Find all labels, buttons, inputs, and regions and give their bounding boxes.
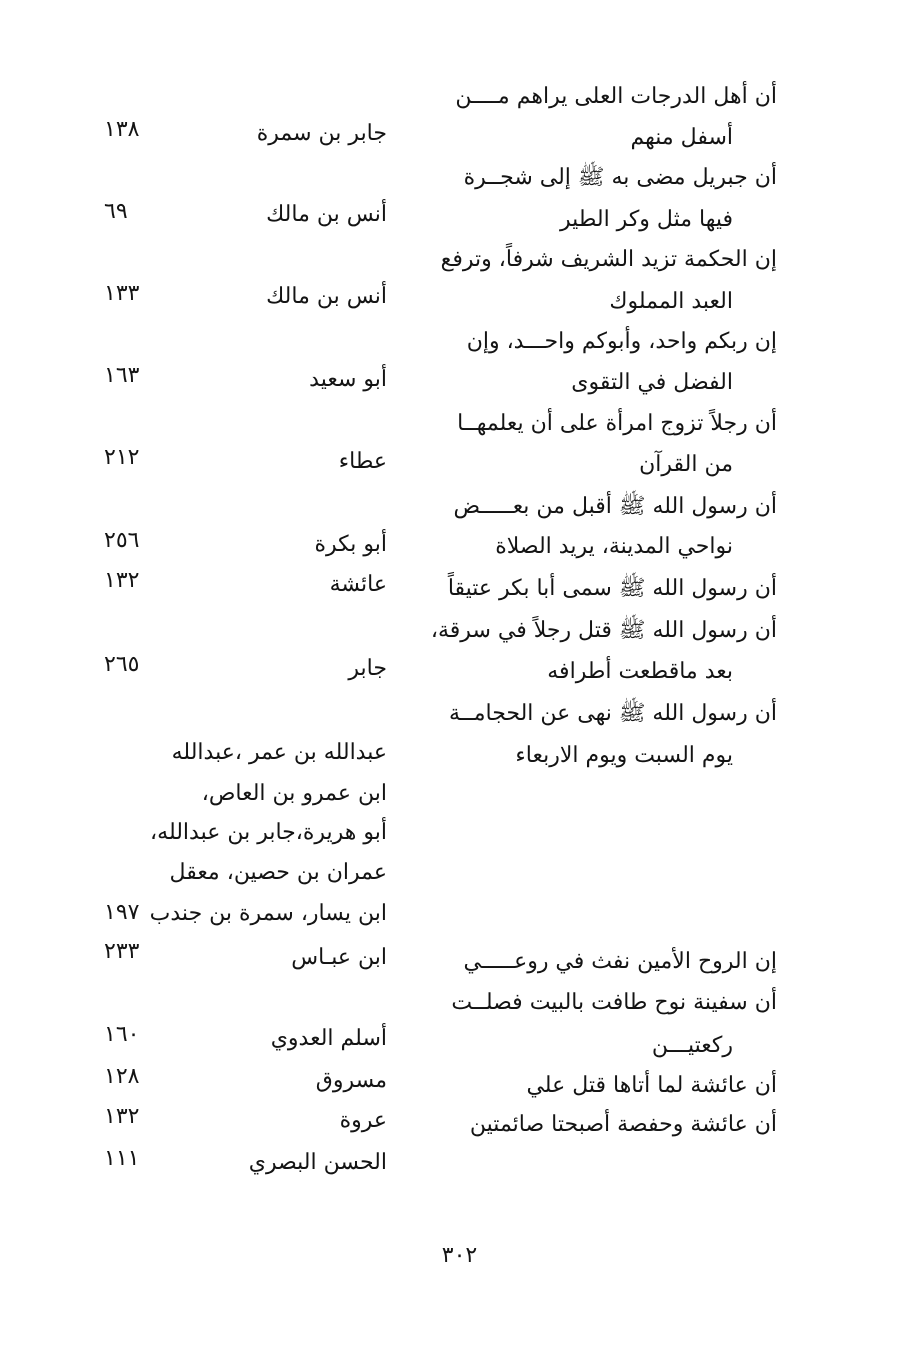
hadith-line: من القرآن (639, 452, 733, 477)
hadith-line: أن رسول الله ﷺ نهى عن الحجامــة (449, 701, 777, 726)
hadith-line: أن رجلاً تزوج امرأة على أن يعلمهــا (457, 411, 777, 436)
page-ref: ٢٦٥ (104, 652, 140, 677)
hadith-line: أن عائشة وحفصة أصبحتا صائمتين (469, 1112, 777, 1137)
hadith-line: الفضل في التقوى (571, 370, 733, 395)
narrator: عطاء (338, 449, 387, 474)
hadith-line: فيها مثل وكر الطير (560, 207, 733, 232)
page-ref: ١١١ (104, 1146, 140, 1171)
narrator-line: عبدالله بن عمر ،عبدالله (171, 740, 387, 765)
narrator-line: عمران بن حصين، معقل (169, 860, 387, 885)
hadith-line: إن الحكمة تزيد الشريف شرفاً، وترفع (440, 247, 777, 272)
hadith-line: ركعتيـــن (651, 1033, 733, 1058)
page-ref: ٢١٢ (104, 445, 140, 470)
narrator: عائشة (329, 572, 387, 597)
hadith-line: أن رسول الله ﷺ قتل رجلاً في سرقة، (430, 618, 777, 643)
hadith-line: أن رسول الله ﷺ سمى أبا بكر عتيقاً (447, 576, 777, 601)
hadith-line: إن الروح الأمين نفث في روعـــــي (463, 949, 777, 974)
hadith-line: أن أهل الدرجات العلى يراهم مــــن (455, 84, 777, 109)
hadith-line: أن جبريل مضى به ﷺ إلى شجــرة (463, 165, 777, 190)
narrator: مسروق (315, 1068, 387, 1093)
hadith-line: إن ربكم واحد، وأبوكم واحـــد، وإن (466, 329, 777, 354)
hadith-line: يوم السبت ويوم الاربعاء (515, 743, 733, 768)
narrator: ابن عبـاس (291, 945, 387, 970)
narrator: أبو سعيد (309, 367, 387, 392)
narrator-line: ابن عمرو بن العاص، (201, 781, 387, 806)
narrator: جابر بن سمرة (256, 121, 387, 146)
narrator: أنس بن مالك (266, 202, 387, 227)
narrator: أسلم العدوي (270, 1026, 387, 1051)
hadith-line: أن سفينة نوح طافت بالبيت فصلــت (451, 990, 777, 1015)
hadith-line: بعد ماقطعت أطرافه (547, 659, 733, 684)
narrator-line: ابن يسار، سمرة بن جندب (149, 901, 387, 926)
narrator: الحسن البصري (248, 1150, 387, 1175)
narrator: جابر (348, 656, 387, 681)
page-ref: ٦٩ (104, 199, 128, 224)
hadith-line: أسفل منهم (630, 125, 733, 150)
hadith-line: أن عائشة لما أتاها قتل علي (526, 1073, 777, 1098)
page-ref: ١٩٧ (104, 900, 140, 925)
page-ref: ١٣٨ (104, 117, 140, 142)
narrator: عروة (339, 1108, 387, 1133)
page-ref: ١٦٣ (104, 363, 140, 388)
hadith-line: نواحي المدينة، يريد الصلاة (495, 534, 733, 559)
narrator-line: أبو هريرة،جابر بن عبدالله، (150, 820, 387, 845)
page-ref: ١٣٢ (104, 568, 140, 593)
page-ref: ١٣٣ (104, 281, 140, 306)
page-ref: ٢٥٦ (104, 528, 140, 553)
page-number: ٣٠٢ (441, 1243, 478, 1268)
page-ref: ٢٣٣ (104, 939, 140, 964)
page-ref: ١٢٨ (104, 1064, 140, 1089)
page-ref: ١٣٢ (104, 1104, 140, 1129)
narrator: أنس بن مالك (266, 284, 387, 309)
page-ref: ١٦٠ (104, 1022, 140, 1047)
narrator: أبو بكرة (314, 532, 387, 557)
hadith-line: العبد المملوك (609, 289, 733, 314)
hadith-line: أن رسول الله ﷺ أقبل من بعـــــض (453, 494, 777, 519)
